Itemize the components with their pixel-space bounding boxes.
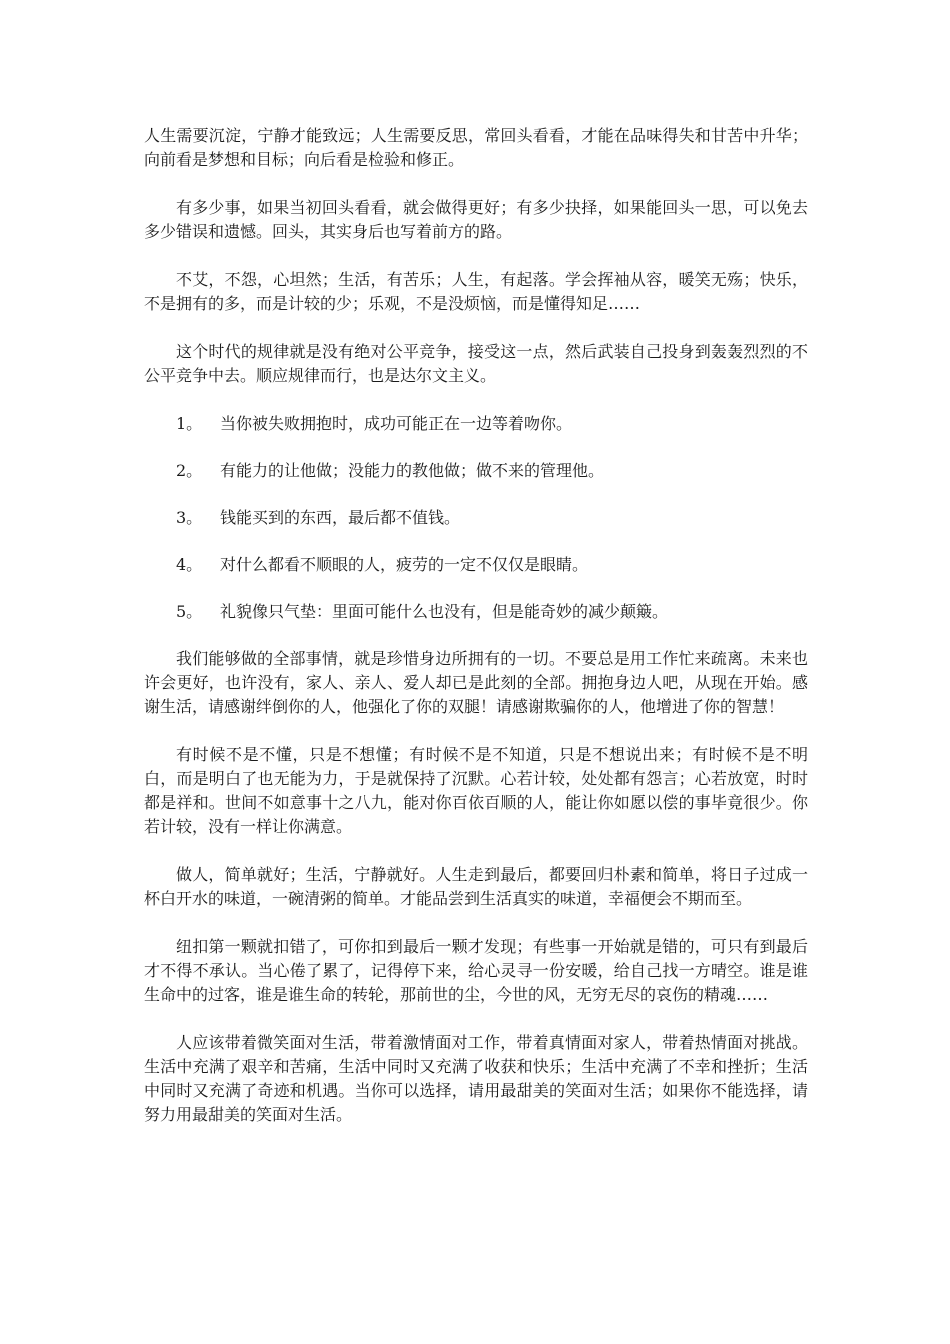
paragraph-7: 做人，简单就好；生活，宁静就好。人生走到最后，都要回归朴素和简单，将日子过成一杯白开水的味道，一碗清粥的简单。才能品尝到生活真实的味道，幸福便会不期而至。 — [144, 865, 808, 908]
paragraph-9: 人应该带着微笑面对生活，带着激情面对工作，带着真情面对家人，带着热情面对挑战。生活中充满了艰辛和苦痛，生活中同时又充满了收获和快乐；生活中充满了不幸和挫折；生活中同时又充满了奇迹和机遇。当你可以选择，请用最甜美的笑面对生活；如果你不能选择，请努力用最甜美的笑面对生活。 — [144, 1033, 808, 1124]
list-number: 2。 — [176, 461, 203, 480]
list-number: 1。 — [176, 414, 203, 433]
paragraph-5: 我们能够做的全部事情，就是珍惜身边所拥有的一切。不要总是用工作忙来疏离。未来也许会更好，也许没有，家人、亲人、爱人却已是此刻的全部。拥抱身边人吧，从现在开始。感谢生活，请感谢绊倒你的人，他强化了你的双腿！请感谢欺骗你的人，他增进了你的智慧！ — [144, 649, 808, 716]
list-text: 对什么都看不顺眼的人，疲劳的一定不仅仅是眼睛。 — [220, 555, 589, 574]
paragraph-4: 这个时代的规律就是没有绝对公平竞争，接受这一点，然后武装自己投身到轰轰烈烈的不公平竞争中去。顺应规律而行，也是达尔文主义。 — [144, 342, 808, 385]
list-item — [144, 506, 808, 530]
paragraph-3: 不艾，不怨，心坦然；生活，有苦乐；人生，有起落。学会挥袖从容，暖笑无殇；快乐，不是拥有的多，而是计较的少；乐观，不是没烦恼，而是懂得知足…… — [144, 270, 808, 313]
list-number: 3。 — [176, 508, 203, 527]
list-text: 钱能买到的东西，最后都不值钱。 — [220, 508, 461, 527]
list-item — [144, 459, 808, 483]
list-text: 有能力的让他做；没能力的教他做；做不来的管理他。 — [220, 461, 605, 480]
paragraph-6: 有时候不是不懂，只是不想懂；有时候不是不知道，只是不想说出来；有时候不是不明白，而是明白了也无能为力，于是就保持了沉默。心若计较，处处都有怨言；心若放宽，时时都是祥和。世间不如意事十之八九，能对你百依百顺的人，能让你如愿以偿的事毕竟很少。你若计较，没有一样让你满意。 — [144, 745, 808, 836]
list-item — [144, 553, 808, 577]
paragraph-2: 有多少事，如果当初回头看看，就会做得更好；有多少抉择，如果能回头一思，可以免去多少错误和遗憾。回头，其实身后也写着前方的路。 — [144, 198, 808, 241]
paragraph-8: 纽扣第一颗就扣错了，可你扣到最后一颗才发现；有些事一开始就是错的，可只有到最后才不得不承认。当心倦了累了，记得停下来，给心灵寻一份安暖，给自己找一方晴空。谁是谁生命中的过客，谁是谁生命的转轮，那前世的尘，今世的风，无穷无尽的哀伤的精魂…… — [144, 937, 808, 1004]
list-item — [144, 412, 808, 436]
list-text: 礼貌像只气垫：里面可能什么也没有，但是能奇妙的减少颠簸。 — [220, 602, 669, 621]
paragraph-1: 人生需要沉淀，宁静才能致远；人生需要反思，常回头看看，才能在品味得失和甘苦中升华；向前看是梦想和目标；向后看是检验和修正。 — [144, 126, 808, 169]
document-page — [144, 124, 808, 1151]
list-number: 5。 — [176, 602, 203, 621]
list-item — [144, 600, 808, 624]
list-text: 当你被失败拥抱时，成功可能正在一边等着吻你。 — [220, 414, 573, 433]
list-number: 4。 — [176, 555, 203, 574]
